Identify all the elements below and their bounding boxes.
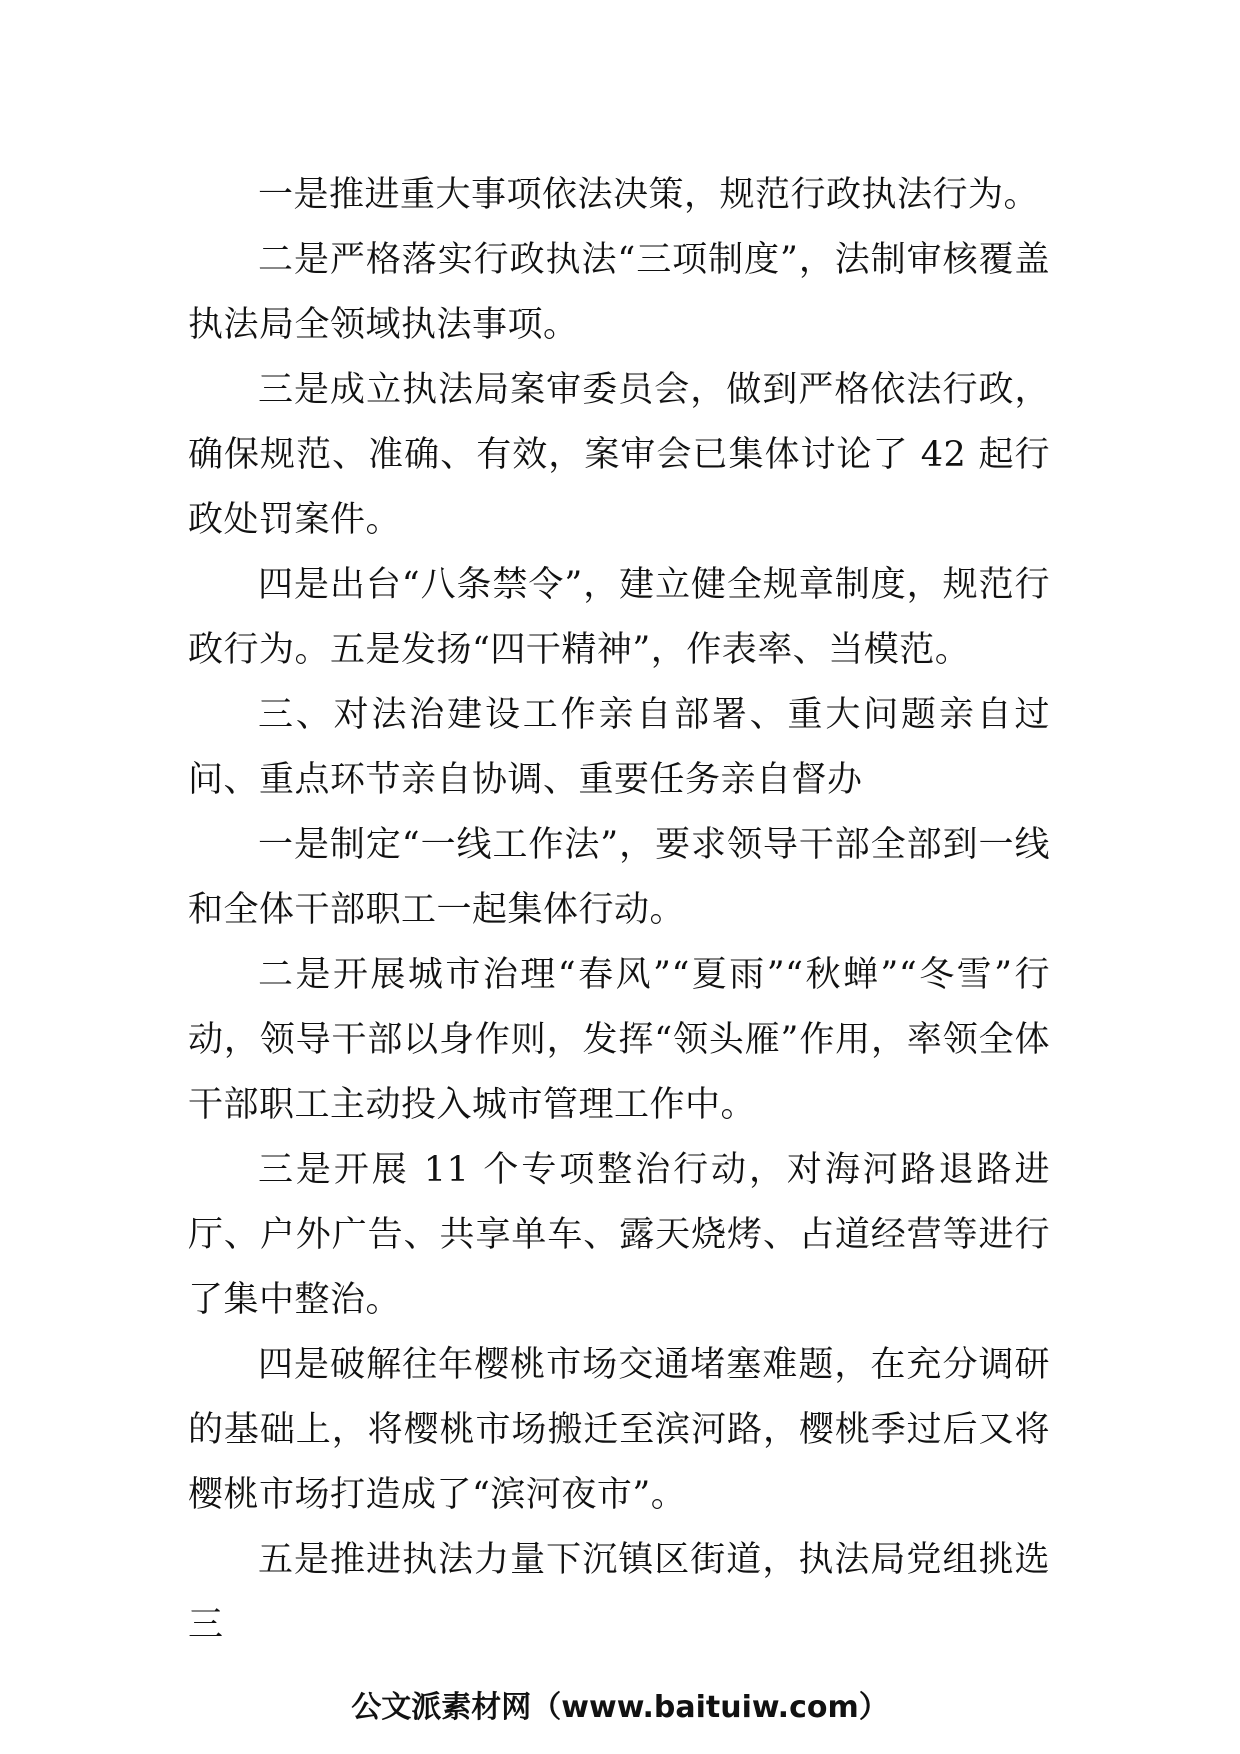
paragraph: 一是推进重大事项依法决策，规范行政执法行为。 bbox=[258, 175, 1040, 215]
footer-watermark: 公文派素材网（www.baituiw.com） bbox=[351, 1690, 889, 1725]
paragraph: 一是制定“一线工作法”，要求领导干部全部到一线和全体干部职工一起集体行动。 bbox=[188, 825, 1050, 930]
document-body bbox=[188, 163, 1050, 1658]
paragraph: 三是开展 11 个专项整治行动，对海河路退路进厅、户外广告、共享单车、露天烧烤、占道经营等进行了集中整治。 bbox=[188, 1150, 1050, 1320]
paragraph: 四是出台“八条禁令”，建立健全规章制度，规范行政行为。五是发扬“四干精神”，作表率、当模范。 bbox=[188, 565, 1050, 670]
paragraph: 三是成立执法局案审委员会，做到严格依法行政，确保规范、准确、有效，案审会已集体讨论了 42 起行政处罚案件。 bbox=[188, 370, 1050, 540]
section-heading: 三、对法治建设工作亲自部署、重大问题亲自过问、重点环节亲自协调、重要任务亲自督办 bbox=[188, 695, 1050, 800]
paragraph: 四是破解往年樱桃市场交通堵塞难题，在充分调研的基础上，将樱桃市场搬迁至滨河路，樱桃季过后又将樱桃市场打造成了“滨河夜市”。 bbox=[188, 1345, 1050, 1515]
paragraph: 五是推进执法力量下沉镇区街道，执法局党组挑选三 bbox=[188, 1540, 1050, 1645]
paragraph: 二是严格落实行政执法“三项制度”，法制审核覆盖执法局全领域执法事项。 bbox=[188, 240, 1050, 345]
paragraph: 二是开展城市治理“春风”“夏雨”“秋蝉”“冬雪”行动，领导干部以身作则，发挥“领头雁”作用，率领全体干部职工主动投入城市管理工作中。 bbox=[188, 955, 1050, 1125]
